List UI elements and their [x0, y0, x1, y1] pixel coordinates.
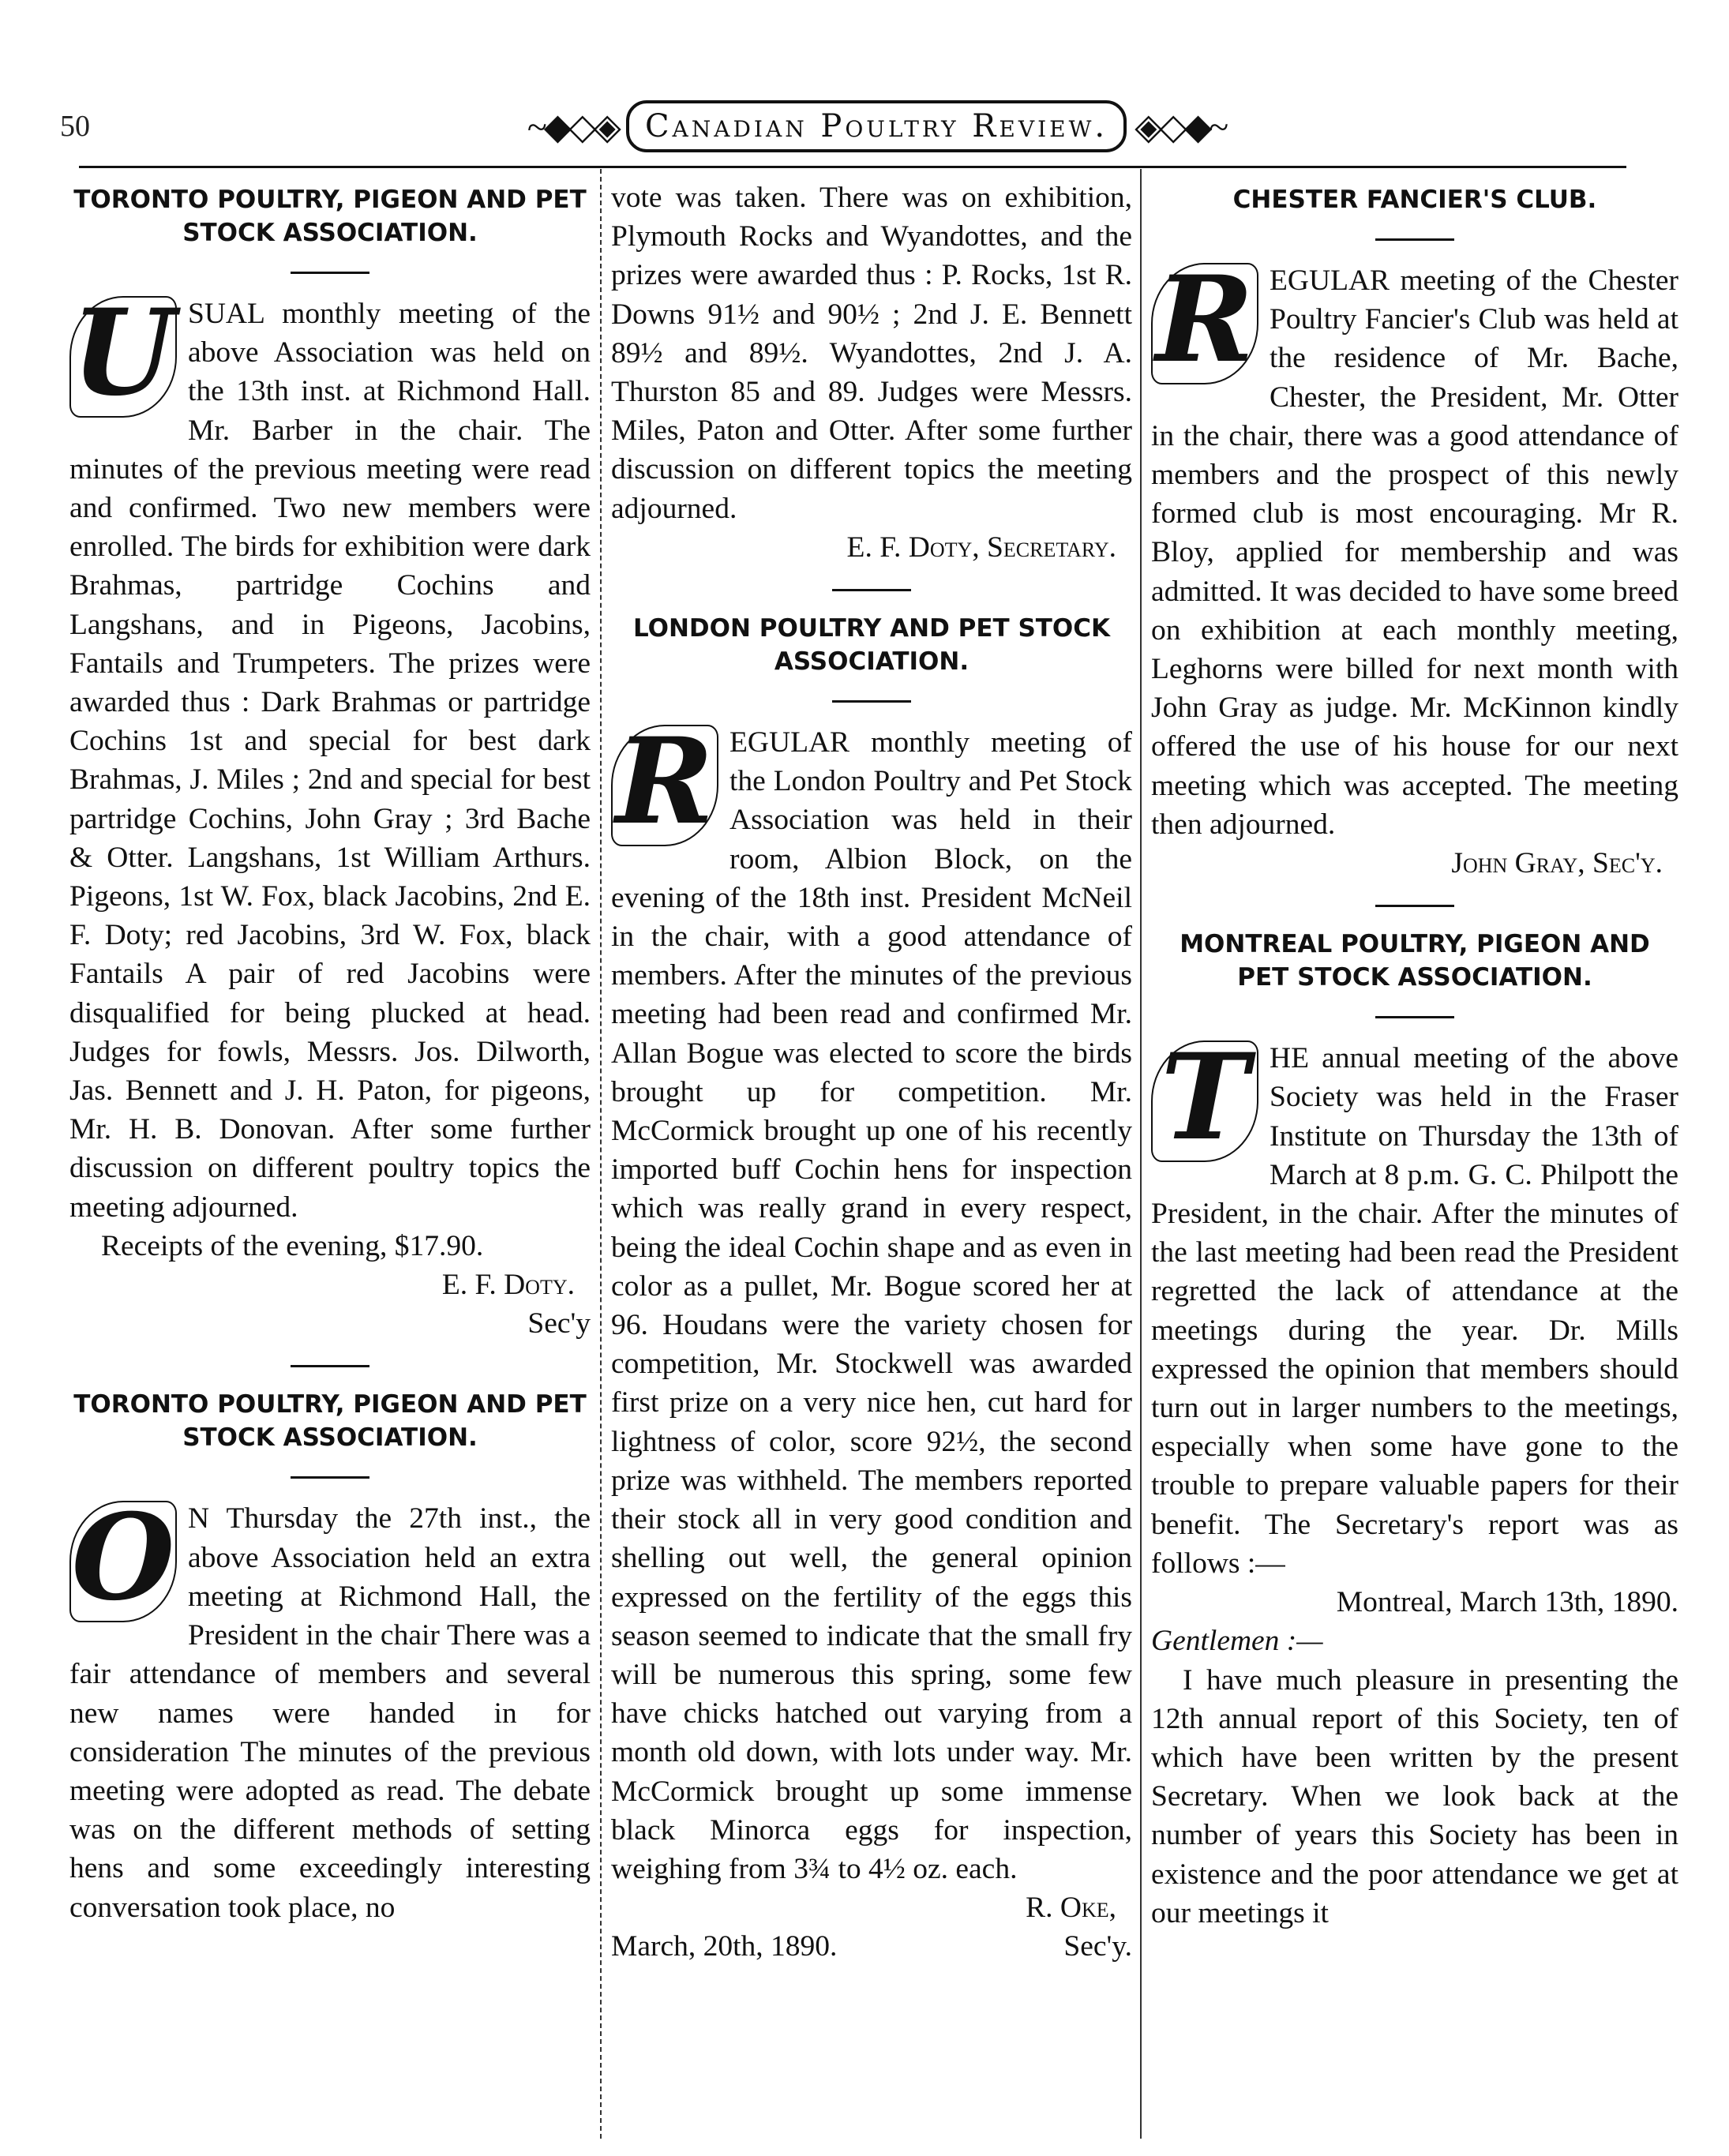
- dropcap-letter: R: [611, 725, 718, 846]
- signature-line: John Gray, Sec'y.: [1451, 847, 1663, 880]
- section-rule: [291, 1365, 369, 1367]
- masthead-title: Canadian Poultry Review.: [626, 100, 1127, 152]
- column-divider: [1140, 169, 1142, 2139]
- column-2: [611, 178, 1132, 1967]
- masthead: [527, 93, 1226, 159]
- column-divider: [600, 169, 602, 2139]
- dropcap-letter: T: [1151, 1041, 1258, 1162]
- article-heading: TORONTO POULTRY, PIGEON AND PET STOCK ASSOCIATION.: [73, 186, 587, 247]
- article-body: [69, 1488, 591, 1926]
- section-rule: [832, 700, 911, 703]
- receipts-line: Receipts of the evening, $17.90.: [101, 1229, 484, 1262]
- article-body: [1151, 1028, 1678, 1583]
- article-body: [69, 283, 591, 1227]
- signature-line: E. F. Doty, Secretary.: [846, 531, 1116, 564]
- article-heading: LONDON POULTRY AND PET STOCK ASSOCIATION.: [632, 614, 1111, 677]
- report-text: I have much pleasure in presenting the 12th annual report of this Society, ten of which have been written by the present Secretary. When we look back at the number of years this Society has been in existence and the poor attendance we get at our meetings it: [1151, 1663, 1678, 1929]
- section-rule: [1375, 905, 1454, 907]
- article-heading: MONTREAL POULTRY, PIGEON AND PET STOCK ASSOCIATION.: [1180, 930, 1650, 992]
- article-text: N Thursday the 27th inst., the above Association held an extra meeting at Richmond Hall, the President in the chair There was a fair attendance of members and several new names were handed in for consideration The minutes of the previous meeting were adopted as read. The debate was on the different methods of setting hens and some exceedingly interesting conversation took place, no: [69, 1502, 591, 1924]
- section-rule: [1375, 238, 1454, 241]
- signature-title: Sec'y.: [1063, 1930, 1132, 1963]
- ornament-left-icon: ~◆◇◈: [527, 107, 618, 147]
- article-heading: TORONTO POULTRY, PIGEON AND PET STOCK ASSOCIATION.: [73, 1390, 587, 1453]
- section-rule: [291, 272, 369, 274]
- ornament-right-icon: ◈◇◆~: [1135, 107, 1226, 147]
- header-rule: [79, 166, 1626, 168]
- page-number: 50: [60, 110, 90, 143]
- article-text: EGULAR monthly meeting of the London Poultry and Pet Stock Association was held in their room, Albion Block, on the evening of the 18th inst. President McNeil in the chair, with a good attendance of members. After the minutes of the previous meeting had been read and confirmed Mr. Allan Bogue was elected to score the birds brought up for competition. Mr. McCormick brought up one of his recently imported buff Cochin hens for inspection which was really grand in every respect, being the ideal Cochin shape and as even in color as a pullet, Mr. Bogue scored her at 96. Houdans were the variety chosen for competition, Mr. Stockwell was awarded first prize on a very nice hen, cut hard for lightness of color, score 92½, the second prize was withheld. The members reported their stock all in very good condition and shelling out well, the general opinion expressed on the fertility of the eggs this season seemed to indicate that the small fry will be numerous this spring, some few have chicks hatched out varying from a month old down, with lots under way. Mr. McCormick brought up some immense black Minorca eggs for inspection, weighing from 3¾ to 4½ oz. each.: [611, 726, 1132, 1885]
- report-date: Montreal, March 13th, 1890.: [1336, 1586, 1678, 1619]
- section-rule: [1375, 1016, 1454, 1018]
- signature-row: [611, 1927, 1132, 1966]
- dropcap-letter: U: [69, 296, 177, 418]
- article-text: EGULAR meeting of the Chester Poultry Fancier's Club was held at the residence of Mr. Bache, Chester, the President, Mr. Otter in the chair, there was a good attendance of members and the prospect of this newly formed club is most encouraging. Mr R. Bloy, applied for membership and was admitted. It was decided to have some breed on exhibition at each monthly meeting, Leghorns were billed for next month with John Gray as judge. Mr. McKinnon kindly offered the use of his house for our next meeting which was accepted. The meeting then adjourned.: [1151, 264, 1678, 841]
- section-rule: [291, 1476, 369, 1479]
- continued-text: vote was taken. There was on exhibition, Plymouth Rocks and Wyandottes, and the prizes were awarded thus : P. Rocks, 1st R. Downs 91½ and 90½ ; 2nd J. E. Bennett 89½ and 89½. Wyandottes, 2nd J. A. Thurston 85 and 89. Judges were Messrs. Miles, Paton and Otter. After some further discussion on different topics the meeting adjourned.: [611, 182, 1132, 525]
- report-salutation: Gentlemen :—: [1151, 1625, 1323, 1658]
- dropcap-letter: R: [1151, 263, 1258, 384]
- dropcap-letter: O: [69, 1501, 177, 1622]
- article-body: [1151, 250, 1678, 844]
- article-body: [611, 712, 1132, 1888]
- signature-title: Sec'y: [527, 1307, 591, 1340]
- section-rule: [832, 589, 911, 591]
- column-3: [1151, 178, 1678, 1933]
- article-text: HE annual meeting of the above Society was held in the Fraser Institute on Thursday the 13th of March at 8 p.m. G. C. Philpott the President, in the chair. After the minutes of the last meeting had been read the President regretted the lack of attendance at the meetings during the year. Dr. Mills expressed the opinion that members should turn out in larger numbers to the meetings, especially when some have gone to the trouble to prepare valuable papers for their benefit. The Secretary's report was as follows :—: [1151, 1042, 1678, 1580]
- signature-name: R. Oke,: [1026, 1892, 1116, 1925]
- column-1: [69, 178, 591, 1927]
- article-text: SUAL monthly meeting of the above Association was held on the 13th inst. at Richmond Hall. Mr. Barber in the chair. The minutes of the previous meeting were read and confirmed. Two new members were enrolled. The birds for exhibition were dark Brahmas, partridge Cochins and Langshans, and in Pigeons, Jacobins, Fantails and Trumpeters. The prizes were awarded thus : Dark Brahmas or partridge Cochins 1st and special for best dark Brahmas, J. Miles ; 2nd and special for best partridge Cochins, John Gray ; 3rd Bache & Otter. Langshans, 1st William Arthurs. Pigeons, 1st W. Fox, black Jacobins, 2nd E. F. Doty; red Jacobins, 3rd W. Fox, black Fantails A pair of red Jacobins were disqualified for being plucked at head. Judges for fowls, Messrs. Jos. Dilworth, Jas. Bennett and J. H. Paton, for pigeons, Mr. H. B. Donovan. After some further discussion on different poultry topics the meeting adjourned.: [69, 298, 591, 1224]
- article-heading: CHESTER FANCIER'S CLUB.: [1232, 186, 1597, 214]
- signature-name: E. F. Doty.: [441, 1269, 575, 1302]
- signature-date: March, 20th, 1890.: [611, 1930, 838, 1963]
